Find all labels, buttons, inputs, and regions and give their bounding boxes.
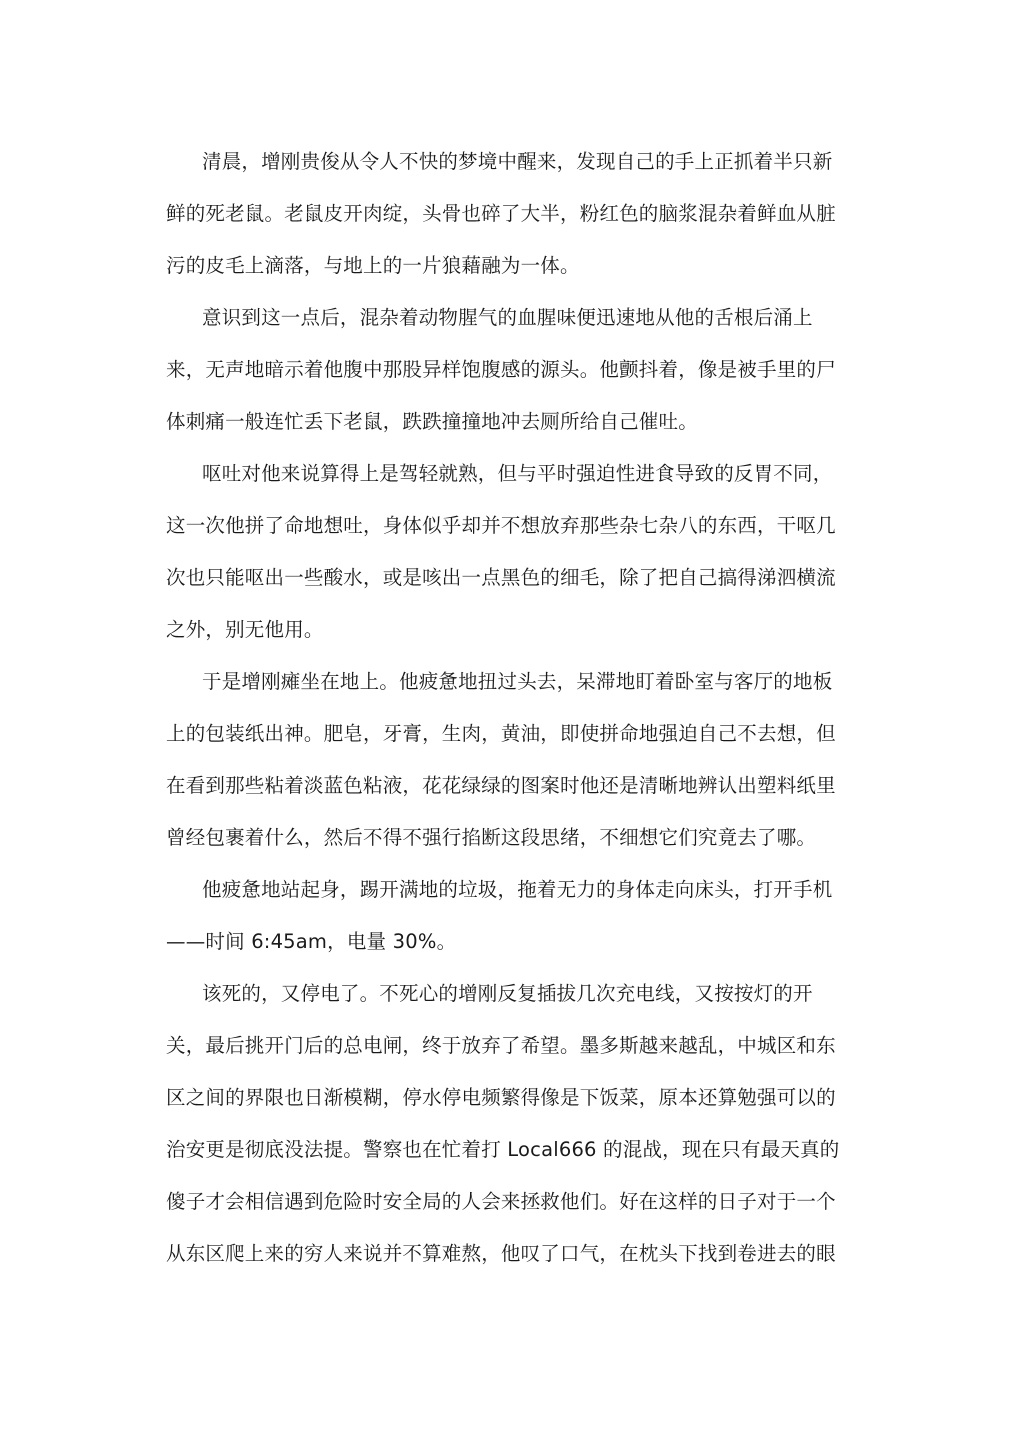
text-line: 从东区爬上来的穷人来说并不算难熬，他叹了口气，在枕头下找到卷进去的眼	[166, 1242, 836, 1265]
text-line: 上的包装纸出神。肥皂，牙膏，生肉，黄油，即使拼命地强迫自己不去想，但	[166, 722, 836, 745]
text-line: 傻子才会相信遇到危险时安全局的人会来拯救他们。好在这样的日子对于一个	[166, 1190, 836, 1213]
text-line: 于是增刚瘫坐在地上。他疲惫地扭过头去，呆滞地盯着卧室与客厅的地板	[202, 670, 833, 693]
text-line: 呕吐对他来说算得上是驾轻就熟，但与平时强迫性进食导致的反胃不同，	[202, 462, 833, 485]
text-line: 该死的，又停电了。不死心的增刚反复插拔几次充电线，又按按灯的开	[202, 982, 813, 1005]
text-line: 鲜的死老鼠。老鼠皮开肉绽，头骨也碎了大半，粉红色的脑浆混杂着鲜血从脏	[166, 202, 836, 225]
text-line: ——时间 6:45am，电量 30%。	[166, 930, 457, 953]
text-line: 之外，别无他用。	[166, 618, 324, 641]
text-line: 来，无声地暗示着他腹中那股异样饱腹感的源头。他颤抖着，像是被手里的尸	[166, 358, 836, 381]
text-line: 清晨，增刚贵俊从令人不快的梦境中醒来，发现自己的手上正抓着半只新	[202, 150, 833, 173]
text-line: 区之间的界限也日渐模糊，停水停电频繁得像是下饭菜，原本还算勉强可以的	[166, 1086, 836, 1109]
text-line: 体刺痛一般连忙丢下老鼠，跌跌撞撞地冲去厕所给自己催吐。	[166, 410, 698, 433]
text-line: 治安更是彻底没法提。警察也在忙着打 Local666 的混战，现在只有最天真的	[166, 1138, 840, 1161]
text-line: 次也只能呕出一些酸水，或是咳出一点黑色的细毛，除了把自己搞得涕泗横流	[166, 566, 836, 589]
text-line: 这一次他拼了命地想吐，身体似乎却并不想放弃那些杂七杂八的东西，干呕几	[166, 514, 836, 537]
text-line: 曾经包裹着什么，然后不得不强行掐断这段思绪，不细想它们究竟去了哪。	[166, 826, 817, 849]
text-line: 他疲惫地站起身，踢开满地的垃圾，拖着无力的身体走向床头，打开手机	[202, 878, 833, 901]
text-line: 意识到这一点后，混杂着动物腥气的血腥味便迅速地从他的舌根后涌上	[202, 306, 813, 329]
text-line: 污的皮毛上滴落，与地上的一片狼藉融为一体。	[166, 254, 580, 277]
text-line: 在看到那些粘着淡蓝色粘液，花花绿绿的图案时他还是清晰地辨认出塑料纸里	[166, 774, 836, 797]
text-line: 关，最后挑开门后的总电闸，终于放弃了希望。墨多斯越来越乱，中城区和东	[166, 1034, 836, 1057]
